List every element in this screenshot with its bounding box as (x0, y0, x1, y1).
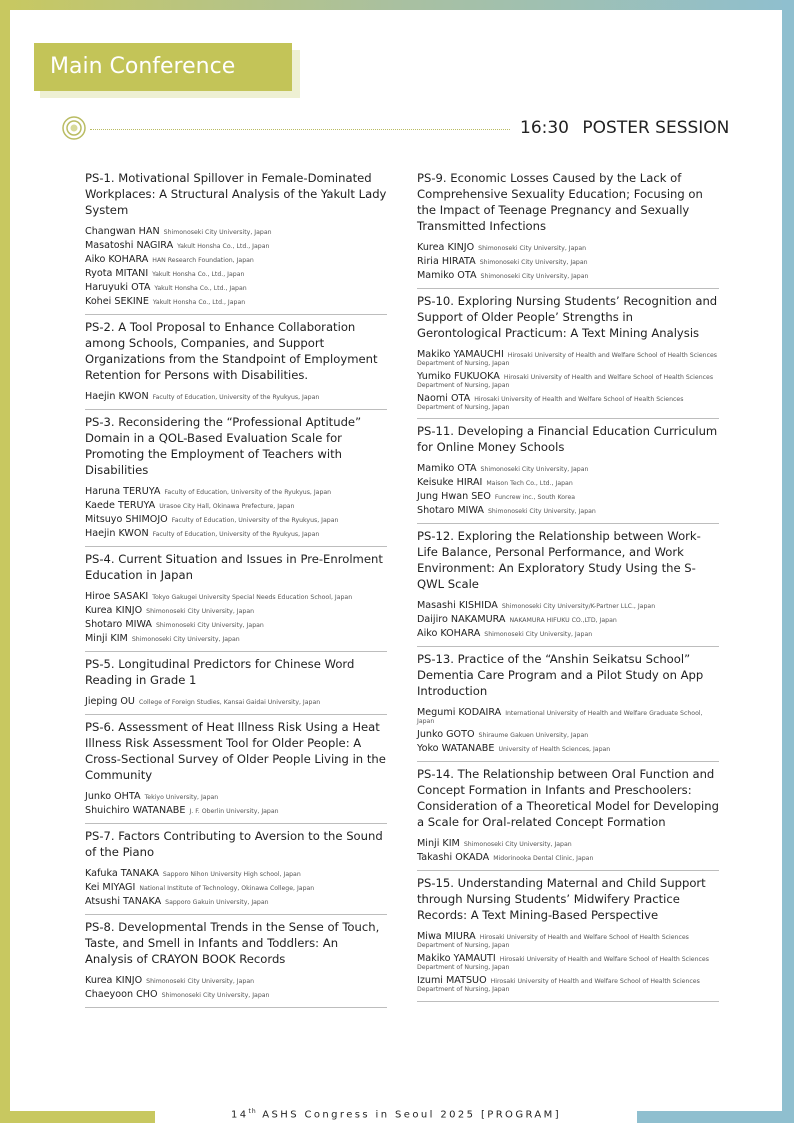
author-line (85, 591, 387, 602)
session-heading (520, 118, 729, 138)
author-affiliation: Shimonoseki City University, Japan (146, 978, 255, 985)
author-name: Aiko KOHARA (417, 628, 481, 640)
author-line (85, 528, 387, 539)
author-name: Riria HIRATA (417, 256, 476, 267)
right-border (782, 0, 794, 1123)
author-affiliation: Hirosaki University of Health and Welfare School of Health Sciences Department of Nursing, Japan (417, 977, 700, 993)
poster-entry (417, 875, 719, 1001)
author-affiliation: Tokyo Gakugei University Special Needs Education School, Japan (152, 594, 353, 601)
author-line (85, 240, 387, 251)
author-line (85, 882, 387, 893)
author-affiliation: J. F. Oberlin University, Japan (189, 808, 279, 815)
author-line (85, 791, 387, 802)
poster-title: PS-12. Exploring the Relationship between Work-Life Balance, Personal Performance, and Work Environment: An Exploratory Study Using the S-QWL Scale (417, 529, 701, 592)
author-name: Kurea KINJO (85, 605, 143, 616)
author-affiliation: Hirosaki University of Health and Welfare School of Health Sciences Department of Nursing, Japan (417, 395, 684, 411)
author-line (85, 868, 387, 879)
author-affiliation: Hirosaki University of Health and Welfare School of Health Sciences Department of Nursing, Japan (417, 373, 714, 389)
author-line (85, 282, 387, 293)
poster-entry (85, 828, 387, 915)
author-line (417, 505, 719, 516)
author-line (85, 500, 387, 511)
author-affiliation: Sapporo Nihon University High school, Japan (162, 871, 301, 878)
author-name: Aiko KOHARA (85, 254, 149, 265)
author-line (417, 256, 719, 267)
poster-title: PS-3. Reconsidering the “Professional Aptitude” Domain in a QOL-Based Evaluation Scale for Promoting the Employment of Teachers with Disabilities (85, 415, 362, 477)
author-line (85, 805, 387, 816)
author-name: Junko OHTA (85, 791, 141, 802)
poster-title: PS-10. Exploring Nursing Students’ Recognition and Support of Older People’ Strengths in Gerontological Practicum: A Text Mining Analysis (417, 294, 718, 340)
author-name: Makiko YAMAUCHI (417, 349, 504, 360)
author-line (85, 633, 387, 644)
author-line (85, 254, 387, 265)
author-affiliation: Shimonoseki City University, Japan (155, 622, 264, 629)
author-affiliation: Faculty of Education, University of the Ryukyus, Japan (152, 394, 320, 401)
author-name: Chaeyoon CHO (85, 989, 158, 1000)
author-affiliation: Shimonoseki City University, Japan (131, 636, 240, 643)
author-line (85, 268, 387, 279)
author-affiliation: International University of Health and Welfare Graduate School, Japan (417, 710, 703, 726)
author-name: Ryota MITANI (85, 268, 149, 279)
author-name: Kurea KINJO (85, 975, 143, 986)
poster-title: PS-13. Practice of the “Anshin Seikatsu School” Dementia Care Program and a Pilot Study on App Introduction (417, 652, 704, 699)
author-affiliation: Shiraume Gakuen University, Japan (478, 732, 589, 740)
author-affiliation: Midorinooka Dental Clinic, Japan (493, 855, 594, 863)
poster-entry (85, 719, 387, 824)
author-name: Naomi OTA (417, 392, 471, 404)
author-name: Masashi KISHIDA (417, 600, 498, 612)
author-name: Mamiko OTA (417, 270, 477, 281)
author-line (85, 975, 387, 986)
author-line (417, 628, 719, 639)
author-name: Mitsuyo SHIMOJO (85, 514, 168, 525)
author-name: Daijiro NAKAMURA (417, 614, 506, 626)
footer-text: ASHS Congress in Seoul 2025 [PROGRAM] (262, 1109, 561, 1121)
author-affiliation: Faculty of Education, University of the Ryukyus, Japan (152, 531, 320, 538)
left-border (0, 0, 10, 1123)
author-name: Haejin KWON (85, 528, 149, 539)
author-line (417, 270, 719, 281)
poster-entry (85, 656, 387, 715)
author-name: Atsushi TANAKA (85, 896, 162, 907)
author-affiliation: Shimonoseki City University, Japan (463, 841, 572, 849)
author-name: Minji KIM (85, 633, 128, 644)
author-line (85, 696, 387, 707)
author-name: Mamiko OTA (417, 463, 477, 475)
author-affiliation: Shimonoseki City University, Japan (146, 608, 255, 615)
author-affiliation: Shimonoseki City University, Japan (480, 466, 589, 474)
poster-entry (417, 170, 719, 289)
author-name: Kei MIYAGI (85, 882, 136, 893)
author-affiliation: College of Foreign Studies, Kansai Gaidai University, Japan (138, 699, 321, 706)
poster-entry (85, 414, 387, 547)
poster-column-left (85, 170, 387, 1012)
author-affiliation: Shimonoseki City University, Japan (161, 992, 270, 999)
author-line (417, 477, 719, 488)
poster-entry (85, 170, 387, 315)
author-affiliation: Shimonoseki City University, Japan (479, 259, 588, 266)
author-name: Junko GOTO (417, 729, 475, 741)
author-line (417, 349, 719, 368)
poster-entry (417, 293, 719, 419)
author-affiliation: Hirosaki University of Health and Welfare School of Health Sciences Department of Nursing, Japan (417, 934, 689, 950)
author-line (85, 391, 387, 402)
author-affiliation: Urasoe City Hall, Okinawa Prefecture, Japan (159, 503, 295, 510)
poster-entry (417, 651, 719, 762)
author-line (417, 242, 719, 253)
author-affiliation: Yakult Honsha Co., Ltd., Japan (154, 285, 247, 292)
poster-title: PS-11. Developing a Financial Education Curriculum for Online Money Schools (417, 424, 718, 455)
section-banner: Main Conference (34, 43, 292, 91)
author-name: Kaede TERUYA (85, 500, 156, 511)
author-name: Changwan HAN (85, 226, 160, 237)
page-footer (155, 1101, 637, 1123)
author-affiliation: Funcrew inc., South Korea (494, 494, 576, 502)
poster-title: PS-14. The Relationship between Oral Function and Concept Formation in Infants and Preschoolers: Consideration of a Theoretical Model for Developing a Scale for Oral-related Concept Formation (417, 767, 719, 830)
author-line (85, 896, 387, 907)
author-line (417, 393, 719, 412)
author-line (417, 491, 719, 502)
author-affiliation: Yakult Honsha Co., Ltd., Japan (177, 243, 270, 250)
author-line (417, 975, 719, 994)
author-name: Jung Hwan SEO (417, 491, 491, 503)
author-name: Yoko WATANABE (417, 743, 495, 755)
author-name: Kohei SEKINE (85, 296, 149, 307)
author-affiliation: National Institute of Technology, Okinawa College, Japan (139, 885, 315, 892)
author-line (417, 953, 719, 972)
author-affiliation: Hirosaki University of Health and Welfare School of Health Sciences Department of Nursing, Japan (417, 352, 718, 367)
author-name: Izumi MATSUO (417, 974, 487, 986)
author-line (417, 600, 719, 611)
author-name: Haruyuki OTA (85, 282, 151, 293)
poster-title: PS-15. Understanding Maternal and Child Support through Nursing Students’ Midwifery Practice Records: A Text Mining-Based Perspective (417, 876, 706, 923)
poster-entry (417, 766, 719, 871)
author-affiliation: Hirosaki University of Health and Welfare School of Health Sciences Department of Nursing, Japan (417, 955, 709, 971)
author-affiliation: Shimonoseki City University, Japan (478, 245, 587, 252)
poster-title: PS-7. Factors Contributing to Aversion to the Sound of the Piano (85, 829, 383, 859)
author-line (417, 371, 719, 390)
author-affiliation: Sapporo Gakuin University, Japan (165, 899, 269, 906)
target-circle-icon (62, 116, 86, 140)
author-name: Yumiko FUKUOKA (417, 370, 500, 382)
poster-title: PS-4. Current Situation and Issues in Pre-Enrolment Education in Japan (85, 552, 383, 582)
author-name: Hiroe SASAKI (85, 591, 149, 602)
author-affiliation: HAN Research Foundation, Japan (152, 257, 254, 264)
author-name: Minji KIM (417, 838, 460, 850)
top-border (0, 0, 794, 10)
poster-entry (417, 528, 719, 647)
poster-entry (85, 919, 387, 1008)
dotted-divider (90, 129, 510, 130)
author-line (85, 514, 387, 525)
poster-title: PS-9. Economic Losses Caused by the Lack of Comprehensive Sexuality Education; Focusing on the Impact of Teenage Pregnancy and Sexually Transmitted Infections (417, 171, 703, 233)
author-line (85, 486, 387, 497)
bottom-border-left (0, 1111, 155, 1123)
author-name: Haejin KWON (85, 391, 149, 402)
author-name: Miwa MIURA (417, 931, 476, 943)
author-line (85, 989, 387, 1000)
author-line (85, 605, 387, 616)
author-line (85, 226, 387, 237)
author-line (417, 743, 719, 754)
author-line (417, 729, 719, 740)
poster-column-right (417, 170, 719, 1006)
author-affiliation: Yakult Honsha Co., Ltd., Japan (152, 271, 245, 278)
poster-entry (85, 319, 387, 410)
author-name: Kafuka TANAKA (85, 868, 159, 879)
author-affiliation: University of Health Sciences, Japan (498, 746, 611, 754)
author-line (417, 614, 719, 625)
author-affiliation: Shimonoseki City University/K-Partner LLC., Japan (501, 603, 656, 611)
author-name: Shotaro MIWA (417, 505, 484, 517)
poster-title: PS-5. Longitudinal Predictors for Chinese Word Reading in Grade 1 (85, 657, 355, 687)
poster-title: PS-2. A Tool Proposal to Enhance Collaboration among Schools, Companies, and Support Organizations from the Standpoint of Employment Retention for Persons with Disabilities. (85, 320, 378, 382)
author-affiliation: NAKAMURA HIFUKU CO.,LTD, Japan (509, 617, 617, 625)
poster-title: PS-6. Assessment of Heat Illness Risk Using a Heat Illness Risk Assessment Tool for Older People: A Cross-Sectional Survey of Older People Living in the Community (85, 720, 386, 782)
author-name: Kurea KINJO (417, 242, 475, 253)
author-line (85, 619, 387, 630)
poster-title: PS-1. Motivational Spillover in Female-Dominated Workplaces: A Structural Analysis of the Yakult Lady System (85, 171, 387, 217)
author-affiliation: Shimonoseki City University, Japan (480, 273, 589, 280)
author-affiliation: Shimonoseki City University, Japan (484, 631, 593, 639)
author-affiliation: Shimonoseki City University, Japan (163, 229, 272, 236)
author-name: Haruna TERUYA (85, 486, 161, 497)
author-affiliation: Tekiyo University, Japan (144, 794, 219, 801)
author-name: Keisuke HIRAI (417, 477, 483, 489)
footer-ordinal: th (248, 1108, 257, 1115)
author-name: Masatoshi NAGIRA (85, 240, 174, 251)
author-affiliation: Faculty of Education, University of the Ryukyus, Japan (171, 517, 339, 524)
author-name: Jieping OU (85, 696, 135, 707)
footer-congress-number: 14 (231, 1109, 249, 1121)
session-time: 16:30 (520, 118, 569, 138)
poster-entry (85, 551, 387, 652)
author-name: Shotaro MIWA (85, 619, 152, 630)
author-line (417, 463, 719, 474)
author-line (417, 707, 719, 726)
author-affiliation: Shimonoseki City University, Japan (487, 508, 596, 516)
author-line (417, 838, 719, 849)
poster-entry (417, 423, 719, 524)
author-affiliation: Faculty of Education, University of the Ryukyus, Japan (164, 489, 332, 496)
poster-title: PS-8. Developmental Trends in the Sense of Touch, Taste, and Smell in Infants and Toddlers: An Analysis of CRAYON BOOK Records (85, 920, 380, 966)
author-name: Takashi OKADA (417, 852, 490, 864)
author-name: Megumi KODAIRA (417, 707, 502, 719)
bottom-border-right (637, 1111, 794, 1123)
author-line (417, 852, 719, 863)
author-line (85, 296, 387, 307)
session-name: POSTER SESSION (582, 118, 730, 138)
author-affiliation: Maison Tech Co., Ltd., Japan (486, 480, 573, 488)
author-line (417, 931, 719, 950)
author-name: Makiko YAMAUTI (417, 952, 496, 964)
author-affiliation: Yakult Honsha Co., Ltd., Japan (152, 299, 246, 306)
author-name: Shuichiro WATANABE (85, 805, 186, 816)
